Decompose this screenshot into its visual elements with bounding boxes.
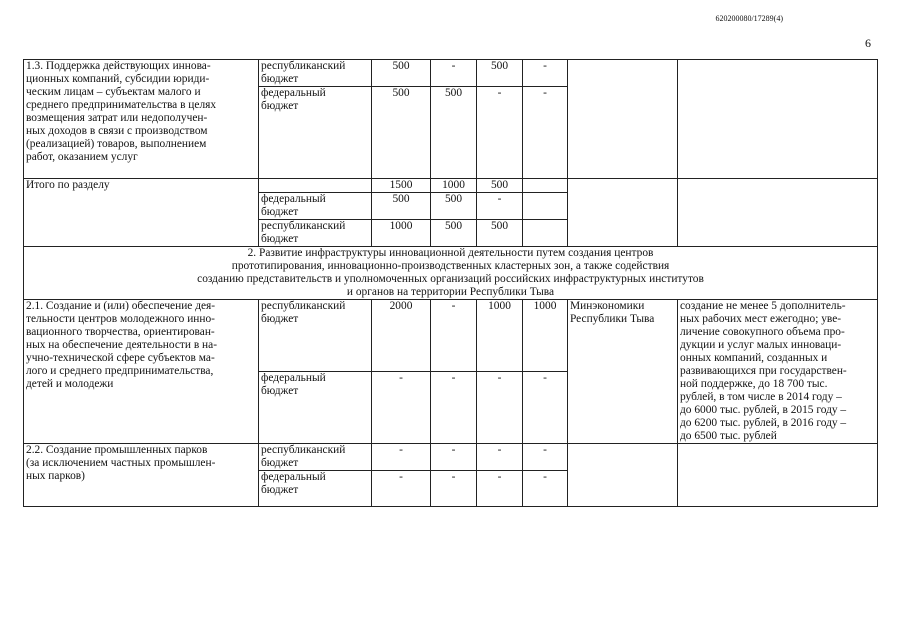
result-cell	[678, 179, 878, 247]
amount-total-cell: 500	[372, 60, 431, 87]
amount-2016-cell	[523, 220, 568, 247]
amount-2015-cell: -	[477, 193, 523, 220]
amount-2014-cell: -	[431, 60, 477, 87]
table-row	[24, 247, 878, 300]
amount-total-cell: 1000	[372, 220, 431, 247]
amount-total-cell: -	[372, 444, 431, 471]
program-activities-table	[23, 59, 878, 507]
amount-2015-cell: 500	[477, 179, 523, 193]
executor-cell	[568, 60, 678, 179]
amount-2016-cell: -	[523, 372, 568, 444]
amount-2014-cell: -	[431, 471, 477, 507]
amount-2015-cell: 500	[477, 60, 523, 87]
table-row	[24, 300, 878, 372]
table-row	[24, 444, 878, 471]
amount-2015-cell: -	[477, 87, 523, 179]
funding-source-cell: республиканский бюджет	[259, 444, 372, 471]
amount-2016-cell: -	[523, 444, 568, 471]
activity-name-cell: 2.1. Создание и (или) обеспечение дея- тельности центров молодежного инно- вационного творчества, ориентирован- ных на обеспечение деятельности в на- учно-технической сфере субъектов ма- лого и среднего предпринимательства, детей и молодежи	[24, 300, 259, 444]
amount-2015-cell: -	[477, 471, 523, 507]
section-total-label: Итого по разделу	[24, 179, 259, 247]
amount-2015-cell: 1000	[477, 300, 523, 372]
funding-source-cell: федеральный бюджет	[259, 193, 372, 220]
amount-2014-cell: 1000	[431, 179, 477, 193]
section-heading: 2. Развитие инфраструктуры инновационной деятельности путем создания центров прототипирования, инновационно-производственных кластерных зон, а также содействия созданию представительств и уполномоченных организаций российских инфраструктурных институтов и органов на территории Республики Тыва	[24, 247, 878, 300]
funding-source-cell	[259, 179, 372, 193]
amount-total-cell: -	[372, 471, 431, 507]
funding-source-cell: федеральный бюджет	[259, 471, 372, 507]
funding-source-cell: республиканский бюджет	[259, 300, 372, 372]
result-cell: создание не менее 5 дополнитель- ных рабочих мест ежегодно; уве- личение совокупного объема про- дукции и услуг малых инноваци- онных компаний, созданных и развивающихся при государствен- ной поддержке, до 18 700 тыс. рублей, в том числе в 2014 году – до 6000 тыс. рублей, в 2015 году – до 6200 тыс. рублей, в 2016 году – до 6500 тыс. рублей	[678, 300, 878, 444]
amount-2016-cell: -	[523, 60, 568, 87]
funding-source-cell: федеральный бюджет	[259, 87, 372, 179]
amount-2014-cell: -	[431, 372, 477, 444]
executor-cell	[568, 179, 678, 247]
amount-total-cell: 500	[372, 193, 431, 220]
amount-2016-cell: -	[523, 471, 568, 507]
document-code: 620200080/17289(4)	[715, 14, 783, 23]
amount-2015-cell: -	[477, 372, 523, 444]
activity-name-cell: 1.3. Поддержка действующих иннова- ционных компаний, субсидии юриди- ческим лицам – субъектам малого и среднего предпринимательства в целях возмещения затрат или недополучен- ных доходов в связи с производством (реализацией) товаров, выполнением работ, оказанием услуг	[24, 60, 259, 179]
funding-source-cell: республиканский бюджет	[259, 60, 372, 87]
funding-source-cell: федеральный бюджет	[259, 372, 372, 444]
result-cell	[678, 444, 878, 507]
amount-2016-cell: 1000	[523, 300, 568, 372]
amount-2015-cell: -	[477, 444, 523, 471]
executor-cell	[568, 444, 678, 507]
amount-2014-cell: 500	[431, 220, 477, 247]
table-row	[24, 60, 878, 87]
table-row	[24, 179, 878, 193]
amount-2016-cell: -	[523, 87, 568, 179]
amount-2014-cell: 500	[431, 87, 477, 179]
executor-cell: Минэкономики Республики Тыва	[568, 300, 678, 444]
result-cell	[678, 60, 878, 179]
funding-source-cell: республиканский бюджет	[259, 220, 372, 247]
amount-total-cell: 500	[372, 87, 431, 179]
amount-2014-cell: -	[431, 444, 477, 471]
amount-total-cell: 1500	[372, 179, 431, 193]
amount-2014-cell: 500	[431, 193, 477, 220]
page-number: 6	[865, 36, 871, 50]
amount-2016-cell	[523, 193, 568, 220]
activity-name-cell: 2.2. Создание промышленных парков (за исключением частных промышлен- ных парков)	[24, 444, 259, 507]
amount-2016-cell	[523, 179, 568, 193]
amount-total-cell: -	[372, 372, 431, 444]
amount-total-cell: 2000	[372, 300, 431, 372]
amount-2015-cell: 500	[477, 220, 523, 247]
amount-2014-cell: -	[431, 300, 477, 372]
